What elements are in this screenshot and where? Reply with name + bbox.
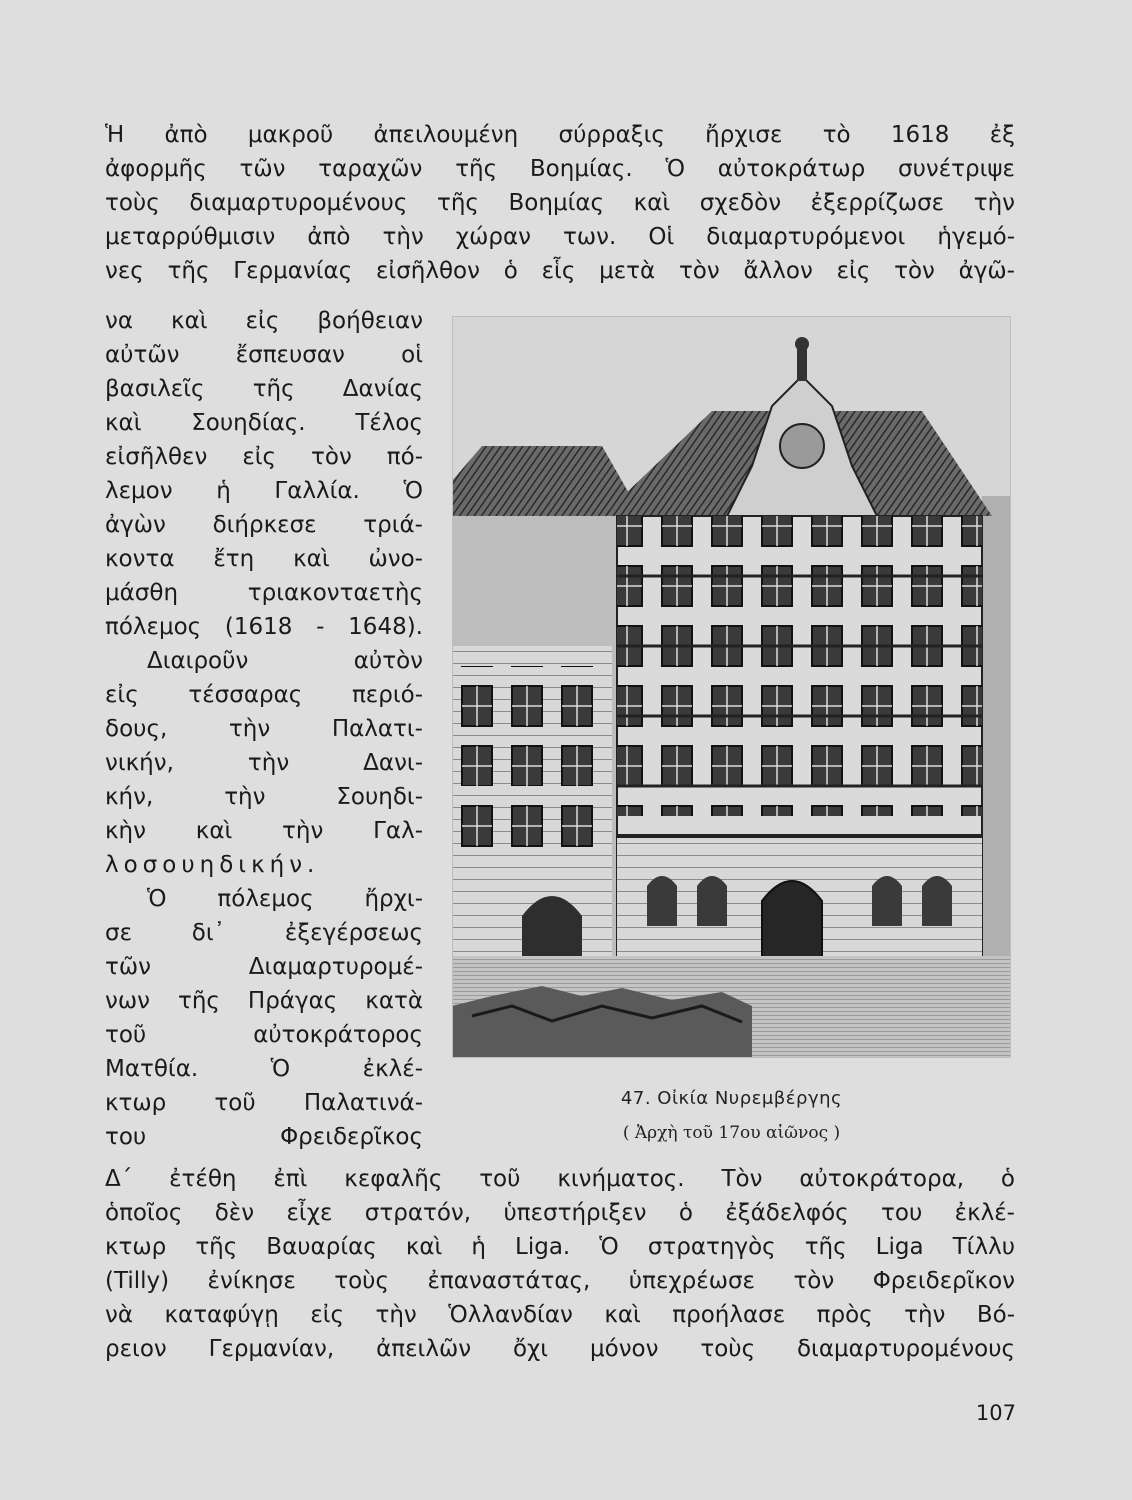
text-line: ἀγὼν διήρκεσε τριά-	[105, 512, 423, 538]
text-line: βασιλεῖς τῆς Δανίας	[105, 376, 423, 402]
illustration-nuremberg-house	[452, 316, 1011, 1058]
text-line: εἰς τέσσαρας περιό-	[105, 682, 423, 708]
text-line: τοὺς διαμαρτυρομένους τῆς Βοημίας καὶ σχεδὸν ἐξερρίζωσε τὴν	[105, 190, 1015, 216]
figure-caption-date: ( Ἀρχὴ τοῦ 17ου αἰῶνος )	[622, 1123, 841, 1143]
text-line: ὁποῖος δὲν εἶχε στρατόν, ὑπεστήριξεν ὁ ἐξάδελφός του ἐκλέ-	[105, 1200, 1015, 1226]
text-line: τοῦ αὐτοκράτορος	[105, 1022, 423, 1048]
text-line: ἀφορμῆς τῶν ταραχῶν τῆς Βοημίας. Ὁ αὐτοκράτωρ συνέτριψε	[105, 156, 1015, 182]
text-line: νὰ καταφύγῃ εἰς τὴν Ὁλλανδίαν καὶ προήλασε πρὸς τὴν Βό-	[105, 1302, 1015, 1328]
text-line: κτωρ τοῦ Παλατινά-	[105, 1090, 423, 1116]
text-line: πόλεμος (1618 - 1648).	[105, 614, 423, 640]
text-line: Δ´ ἐτέθη ἐπὶ κεφαλῆς τοῦ κινήματος. Τὸν αὐτοκράτορα, ὁ	[105, 1166, 1015, 1192]
text-line: μεταρρύθμισιν ἀπὸ τὴν χώραν των. Οἱ διαμαρτυρόμενοι ἡγεμό-	[105, 224, 1015, 250]
text-line: ρειον Γερμανίαν, ἀπειλῶν ὄχι μόνον τοὺς διαμαρτυρομένους	[105, 1336, 1015, 1362]
text-line: κοντα ἔτη καὶ ὠνο-	[105, 546, 423, 572]
text-line: κήν, τὴν Σουηδι-	[105, 784, 423, 810]
text-line: Ὁ πόλεμος ἤρχι-	[147, 886, 423, 912]
text-line: νες τῆς Γερμανίας εἰσῆλθον ὁ εἷς μετὰ τὸν ἄλλον εἰς τὸν ἀγῶ-	[105, 258, 1015, 284]
text-line: Ματθία. Ὁ ἐκλέ-	[105, 1056, 423, 1082]
text-line: σε δι᾽ ἐξεγέρσεως	[105, 920, 423, 946]
text-line: Ἡ ἀπὸ μακροῦ ἀπειλουμένη σύρραξις ἤρχισε τὸ 1618 ἐξ	[105, 122, 1015, 148]
text-line: Διαιροῦν αὐτὸν	[147, 648, 423, 674]
text-line: λεμον ἡ Γαλλία. Ὁ	[105, 478, 423, 504]
text-line: του Φρειδερῖκος	[105, 1124, 423, 1150]
text-line: αὐτῶν ἔσπευσαν οἱ	[105, 342, 423, 368]
engraving-icon	[452, 316, 1011, 1058]
text-line: εἰσῆλθεν εἰς τὸν πό-	[105, 444, 423, 470]
text-line: νικήν, τὴν Δανι-	[105, 750, 423, 776]
page-number: 107	[975, 1401, 1016, 1425]
text-line: κὴν καὶ τὴν Γαλ-	[105, 818, 423, 844]
text-line: δους, τὴν Παλατι-	[105, 716, 423, 742]
text-line: να καὶ εἰς βοήθειαν	[105, 308, 423, 334]
text-line: καὶ Σουηδίας. Τέλος	[105, 410, 423, 436]
text-line: (Tilly) ἐνίκησε τοὺς ἐπαναστάτας, ὑπεχρέωσε τὸν Φρειδερῖκον	[105, 1268, 1015, 1294]
text-line: νων τῆς Πράγας κατὰ	[105, 988, 423, 1014]
figure-caption: 47. Οἰκία Νυρεμβέργης	[620, 1088, 843, 1109]
text-line: λοσουηδικήν.	[105, 852, 320, 878]
text-line: τῶν Διαμαρτυρομέ-	[105, 954, 423, 980]
text-line: κτωρ τῆς Βαυαρίας καὶ ἡ Liga. Ὁ στρατηγὸς τῆς Liga Τίλλυ	[105, 1234, 1015, 1260]
text-line: μάσθη τριακονταετὴς	[105, 580, 423, 606]
